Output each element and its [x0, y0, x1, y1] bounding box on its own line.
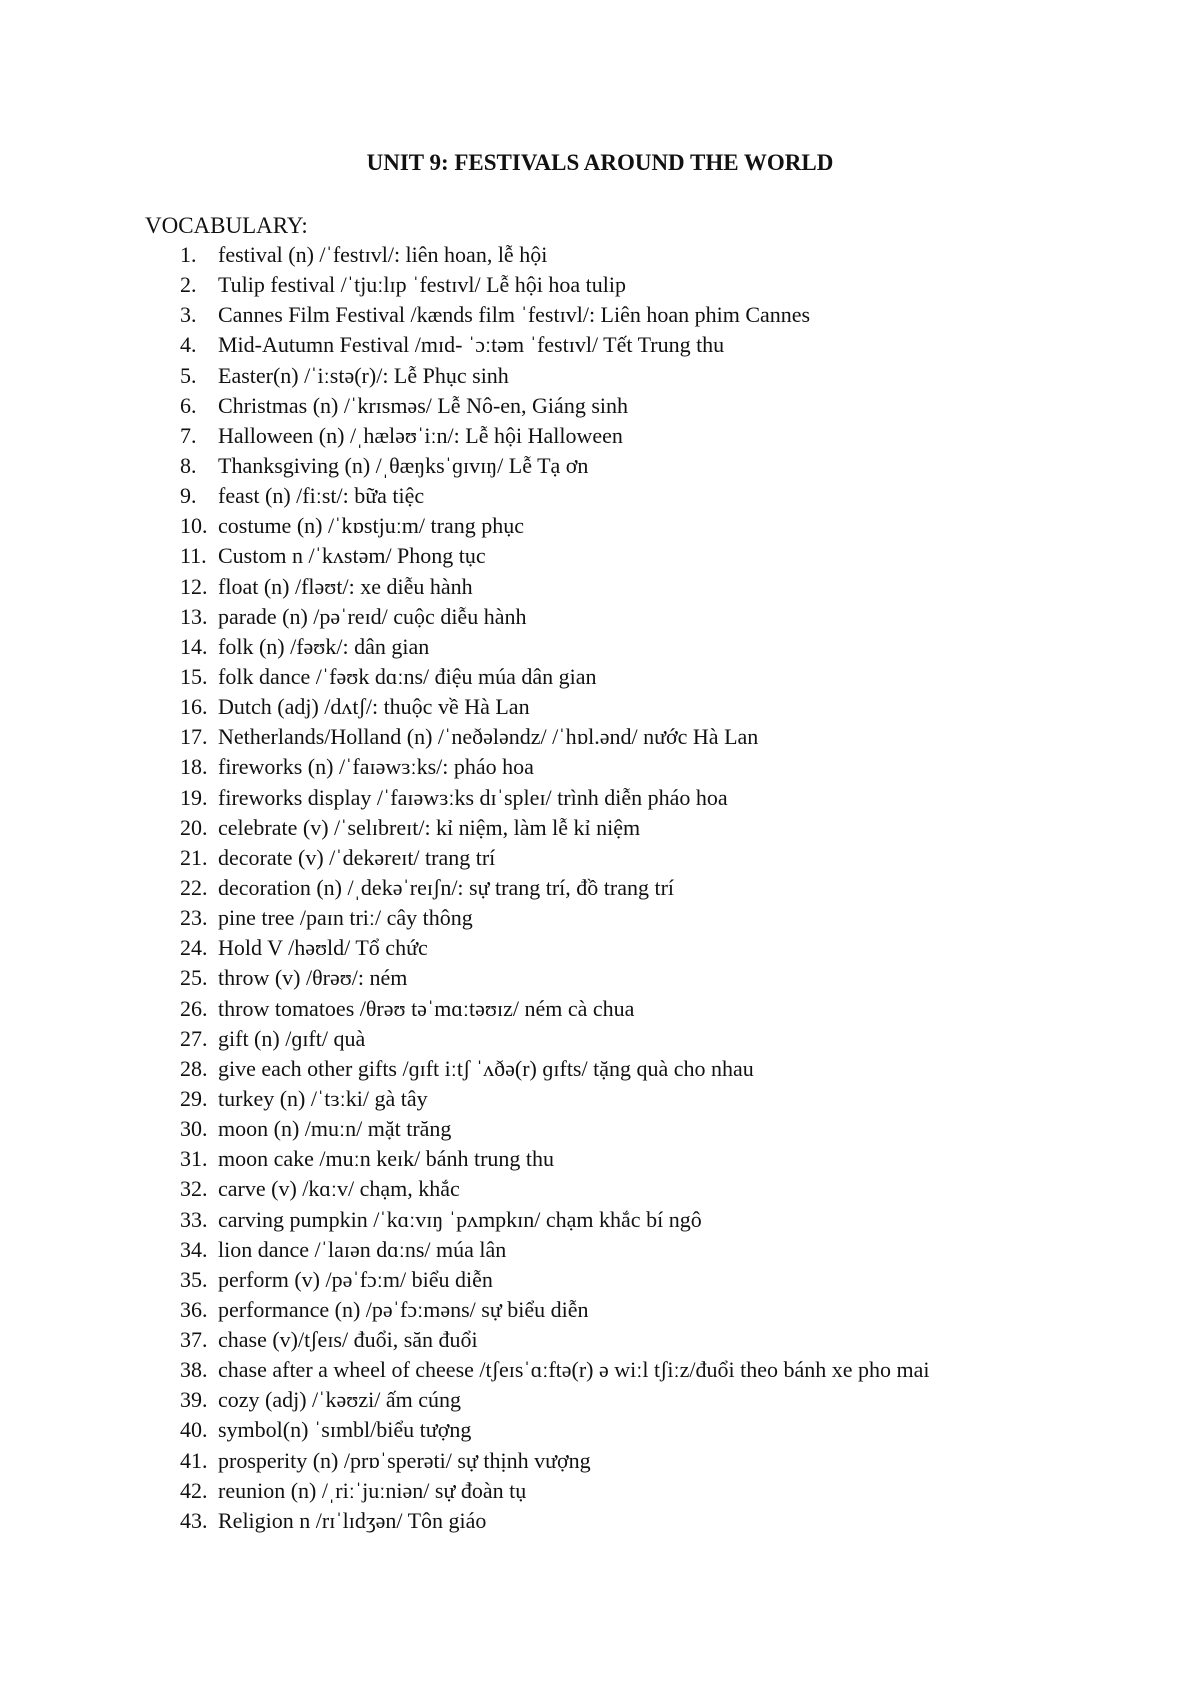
list-item-number: 7. — [180, 422, 197, 448]
list-item — [180, 1205, 930, 1235]
list-item-text: perform (v) /pəˈfɔːm/ biểu diễn — [218, 1266, 493, 1292]
vocabulary-list — [180, 240, 930, 1536]
list-item-number: 24. — [180, 935, 208, 961]
list-item — [180, 361, 930, 391]
list-item-number: 6. — [180, 392, 197, 418]
list-item — [180, 1446, 930, 1476]
list-item-number: 43. — [180, 1507, 208, 1533]
list-item-text: parade (n) /pəˈreɪd/ cuộc diễu hành — [218, 603, 527, 629]
list-item-number: 20. — [180, 814, 208, 840]
page-title: UNIT 9: FESTIVALS AROUND THE WORLD — [366, 150, 834, 175]
list-item-text: pine tree /paɪn triː/ cây thông — [218, 905, 473, 931]
list-item-number: 38. — [180, 1357, 208, 1383]
list-item-text: Easter(n) /ˈiːstə(r)/: Lễ Phục sinh — [218, 362, 509, 388]
list-item-number: 13. — [180, 603, 208, 629]
list-item-number: 25. — [180, 965, 208, 991]
list-item — [180, 1054, 930, 1084]
list-item-number: 1. — [180, 242, 197, 267]
list-item-text: fireworks (n) /ˈfaɪəwɜːks/: pháo hoa — [218, 754, 534, 780]
list-item-text: give each other gifts /ɡɪft iːtʃ ˈʌðə(r) ɡɪfts/ tặng quà cho nhau — [218, 1055, 754, 1081]
list-item-text: Custom n /ˈkʌstəm/ Phong tục — [218, 543, 486, 569]
list-item-number: 9. — [180, 483, 197, 509]
list-item — [180, 1295, 930, 1325]
list-item-number: 8. — [180, 452, 197, 478]
list-item-number: 16. — [180, 694, 208, 720]
list-item-text: folk dance /ˈfəʊk dɑːns/ điệu múa dân gian — [218, 663, 597, 689]
list-item-text: celebrate (v) /ˈselɪbreɪt/: kỉ niệm, làm lễ kỉ niệm — [218, 814, 641, 840]
list-item — [180, 240, 930, 270]
list-item — [180, 1024, 930, 1054]
list-item-number: 27. — [180, 1025, 208, 1051]
list-item — [180, 783, 930, 813]
list-item-text: lion dance /ˈlaɪən dɑːns/ múa lân — [218, 1236, 507, 1262]
list-item-text: performance (n) /pəˈfɔːməns/ sự biểu diễn — [218, 1296, 589, 1322]
list-item-text: moon cake /muːn keɪk/ bánh trung thu — [218, 1146, 555, 1172]
list-item-text: gift (n) /ɡɪft/ quà — [218, 1025, 366, 1051]
list-item-number: 10. — [180, 513, 208, 539]
list-item-number: 29. — [180, 1085, 208, 1111]
list-item — [180, 843, 930, 873]
list-item — [180, 1415, 930, 1445]
list-item-number: 30. — [180, 1116, 208, 1142]
list-item — [180, 662, 930, 692]
list-item — [180, 481, 930, 511]
list-item — [180, 813, 930, 843]
list-item-text: reunion (n) /ˌriːˈjuːniən/ sự đoàn tụ — [218, 1477, 527, 1503]
list-item-text: fireworks display /ˈfaɪəwɜːks dɪˈspleɪ/ trình diễn pháo hoa — [218, 784, 728, 810]
list-item — [180, 933, 930, 963]
list-item — [180, 1506, 930, 1536]
list-item-text: carve (v) /kɑːv/ chạm, khắc — [218, 1176, 460, 1202]
list-item-text: chase (v)/tʃeɪs/ đuổi, săn đuổi — [218, 1327, 478, 1353]
list-item — [180, 1265, 930, 1295]
list-item-number: 36. — [180, 1296, 208, 1322]
list-item — [180, 451, 930, 481]
list-item-text: moon (n) /muːn/ mặt trăng — [218, 1116, 452, 1142]
list-item-number: 22. — [180, 874, 208, 900]
list-item-number: 17. — [180, 724, 208, 750]
list-item-number: 15. — [180, 663, 208, 689]
vocabulary-heading: VOCABULARY: — [145, 213, 308, 238]
list-item-number: 2. — [180, 272, 197, 298]
list-item-text: Religion n /rɪˈlɪdʒən/ Tôn giáo — [218, 1507, 487, 1533]
list-item-text: symbol(n) ˈsɪmbl/biểu tượng — [218, 1417, 472, 1443]
list-item — [180, 1355, 930, 1385]
list-item-number: 19. — [180, 784, 208, 810]
list-item-number: 35. — [180, 1266, 208, 1292]
list-item-text: Mid-Autumn Festival /mɪd- ˈɔːtəm ˈfestɪvl/ Tết Trung thu — [218, 332, 725, 358]
list-item — [180, 1144, 930, 1174]
list-item-text: festival (n) /ˈfestɪvl/: liên hoan, lễ hội — [218, 242, 548, 267]
list-item — [180, 270, 930, 300]
list-item — [180, 541, 930, 571]
list-item-number: 42. — [180, 1477, 208, 1503]
list-item — [180, 1385, 930, 1415]
list-item-number: 32. — [180, 1176, 208, 1202]
list-item — [180, 511, 930, 541]
list-item-text: prosperity (n) /prɒˈsperəti/ sự thịnh vượng — [218, 1447, 591, 1473]
list-item-text: Halloween (n) /ˌhæləʊˈiːn/: Lễ hội Halloween — [218, 422, 623, 448]
list-item — [180, 903, 930, 933]
list-item-number: 31. — [180, 1146, 208, 1172]
list-item-text: turkey (n) /ˈtɜːki/ gà tây — [218, 1085, 428, 1111]
list-item-number: 39. — [180, 1387, 208, 1413]
list-item — [180, 1476, 930, 1506]
list-item-text: Hold V /həʊld/ Tổ chức — [218, 935, 428, 961]
list-item-number: 5. — [180, 362, 197, 388]
list-item-text: Thanksgiving (n) /ˌθæŋksˈɡɪvɪŋ/ Lễ Tạ ơn — [218, 452, 589, 478]
list-item-text: decoration (n) /ˌdekəˈreɪʃn/: sự trang trí, đồ trang trí — [218, 874, 675, 900]
list-item-text: cozy (adj) /ˈkəʊzi/ ấm cúng — [218, 1387, 461, 1413]
list-item — [180, 421, 930, 451]
list-item-text: folk (n) /fəʊk/: dân gian — [218, 633, 430, 659]
list-item-number: 23. — [180, 905, 208, 931]
list-item-number: 37. — [180, 1327, 208, 1353]
list-item — [180, 963, 930, 993]
list-item-number: 4. — [180, 332, 197, 358]
list-item — [180, 994, 930, 1024]
list-item-number: 11. — [180, 543, 207, 569]
list-item-number: 33. — [180, 1206, 208, 1232]
list-item — [180, 1084, 930, 1114]
list-item — [180, 1325, 930, 1355]
list-item-number: 21. — [180, 844, 208, 870]
list-item-number: 12. — [180, 573, 208, 599]
list-item-number: 28. — [180, 1055, 208, 1081]
list-item-text: carving pumpkin /ˈkɑːvɪŋ ˈpʌmpkɪn/ chạm khắc bí ngô — [218, 1206, 702, 1232]
list-item — [180, 572, 930, 602]
list-item-text: chase after a wheel of cheese /tʃeɪsˈɑːftə(r) ə wiːl tʃiːz/đuổi theo bánh xe pho mai — [218, 1357, 930, 1383]
list-item-text: Dutch (adj) /dʌtʃ/: thuộc về Hà Lan — [218, 694, 530, 720]
list-item — [180, 330, 930, 360]
list-item-text: costume (n) /ˈkɒstjuːm/ trang phục — [218, 513, 525, 539]
list-item — [180, 1174, 930, 1204]
list-item-text: throw (v) /θrəʊ/: ném — [218, 965, 408, 991]
list-item — [180, 873, 930, 903]
list-item-number: 18. — [180, 754, 208, 780]
list-item — [180, 300, 930, 330]
list-item — [180, 602, 930, 632]
list-item-text: Netherlands/Holland (n) /ˈneðələndz/ /ˈhɒl.ənd/ nước Hà Lan — [218, 724, 759, 750]
list-item-number: 34. — [180, 1236, 208, 1262]
list-item — [180, 1235, 930, 1265]
list-item-number: 14. — [180, 633, 208, 659]
list-item-text: throw tomatoes /θrəʊ təˈmɑːtəʊɪz/ ném cà chua — [218, 995, 635, 1021]
list-item — [180, 692, 930, 722]
list-item-text: Tulip festival /ˈtjuːlɪp ˈfestɪvl/ Lễ hội hoa tulip — [218, 272, 626, 298]
list-item-number: 40. — [180, 1417, 208, 1443]
list-item — [180, 391, 930, 421]
list-item-text: float (n) /fləʊt/: xe diễu hành — [218, 573, 473, 599]
list-item-text: feast (n) /fiːst/: bữa tiệc — [218, 483, 425, 509]
list-item-text: Cannes Film Festival /kænds film ˈfestɪvl/: Liên hoan phim Cannes — [218, 302, 811, 328]
list-item-number: 41. — [180, 1447, 208, 1473]
list-item — [180, 722, 930, 752]
list-item — [180, 632, 930, 662]
list-item — [180, 1114, 930, 1144]
list-item-text: Christmas (n) /ˈkrɪsməs/ Lễ Nô-en, Giáng sinh — [218, 392, 628, 418]
list-item-text: decorate (v) /ˈdekəreɪt/ trang trí — [218, 844, 496, 870]
list-item — [180, 752, 930, 782]
list-item-number: 3. — [180, 302, 197, 328]
list-item-number: 26. — [180, 995, 208, 1021]
